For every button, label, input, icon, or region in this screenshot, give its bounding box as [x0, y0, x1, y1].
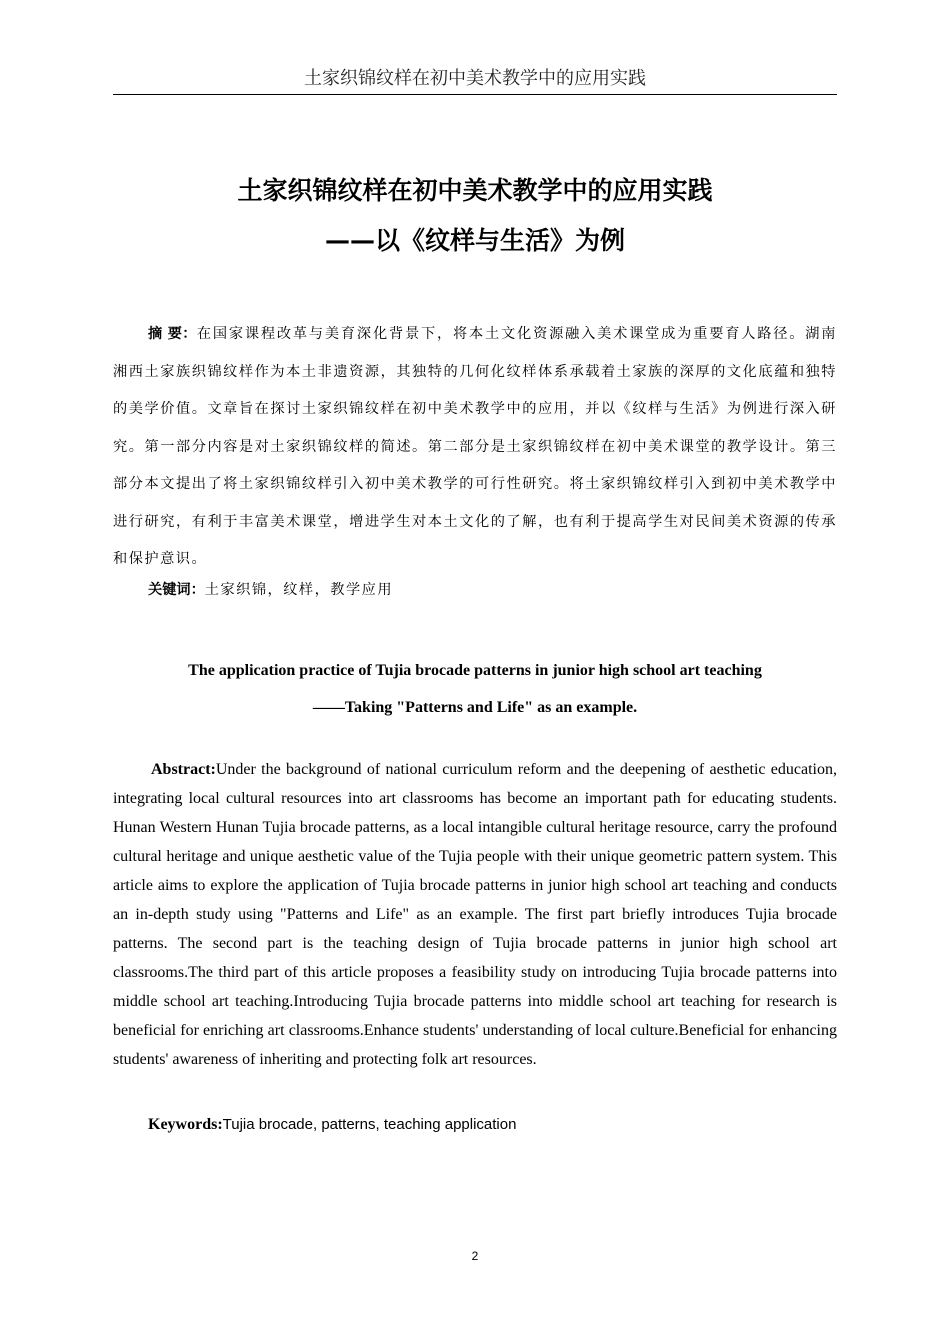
- paper-subtitle: ——以《纹样与生活》为例: [324, 226, 625, 255]
- chinese-abstract-label: 摘 要：: [148, 326, 197, 342]
- chinese-keywords-value: 土家织锦，纹样，教学应用: [204, 582, 394, 598]
- chinese-abstract-body: 在国家课程改革与美育深化背景下，将本土文化资源融入美术课堂成为重要育人路径。湖南湘西土家族织锦纹样作为本土非遗资源，其独特的几何化纹样体系承载着土家族的深厚的文化底蕴和独特的美学价值。文章旨在探讨土家织锦纹样在初中美术教学中的应用，并以《纹样与生活》为例进行深入研究。第一部分内容是对土家织锦纹样的简述。第二部分是土家织锦纹样在初中美术课堂的教学设计。第三部分本文提出了将土家织锦纹样引入初中美术教学的可行性研究。将土家织锦纹样引入到初中美术教学中进行研究，有利于丰富美术课堂，增进学生对本土文化的了解，也有利于提高学生对民间美术资源的传承和保护意识。: [113, 326, 837, 567]
- chinese-keywords: [148, 576, 393, 604]
- running-header: 土家织锦纹样在初中美术教学中的应用实践: [304, 68, 646, 89]
- paper-title: 土家织锦纹样在初中美术教学中的应用实践: [237, 176, 713, 205]
- english-abstract-body: Under the background of national curriculum reform and the deepening of aesthetic education, integrating local cultural resources into art classrooms has become an important path for educating students. Hunan Western Hunan Tujia brocade patterns, as a local intangible cultural heritage resource, carry the profound cultural heritage and unique aesthetic value of the Tujia people with their unique geometric pattern system. This article aims to explore the application of Tujia brocade patterns in junior high school art teaching and conducts an in-depth study using "Patterns and Life" as an example. The first part briefly introduces Tujia brocade patterns. The second part is the teaching design of Tujia brocade patterns in junior high school art classrooms.The third part of this article proposes a feasibility study on introducing Tujia brocade patterns into middle school art teaching.Introducing Tujia brocade patterns into middle school art teaching for research is beneficial for enriching art classrooms.Enhance students' understanding of local culture.Beneficial for enhancing students' awareness of inheriting and protecting folk art resources.: [113, 761, 837, 1068]
- paper-title-block: [113, 166, 837, 266]
- header-rule: [113, 94, 837, 95]
- english-subtitle: ——Taking "Patterns and Life" as an example.: [312, 699, 638, 716]
- english-keywords-label: Keywords:: [148, 1116, 223, 1133]
- chinese-keywords-label: 关键词：: [148, 582, 205, 598]
- chinese-abstract: [113, 316, 837, 579]
- english-keywords: [148, 1110, 516, 1139]
- english-abstract-label: Abstract:: [151, 761, 216, 778]
- english-keywords-value: Tujia brocade, patterns, teaching application: [222, 1116, 517, 1133]
- english-title: The application practice of Tujia brocade patterns in junior high school art teaching: [188, 662, 762, 679]
- english-title-block: [113, 652, 837, 726]
- page-number: 2: [471, 1249, 479, 1263]
- english-abstract: [113, 755, 837, 1074]
